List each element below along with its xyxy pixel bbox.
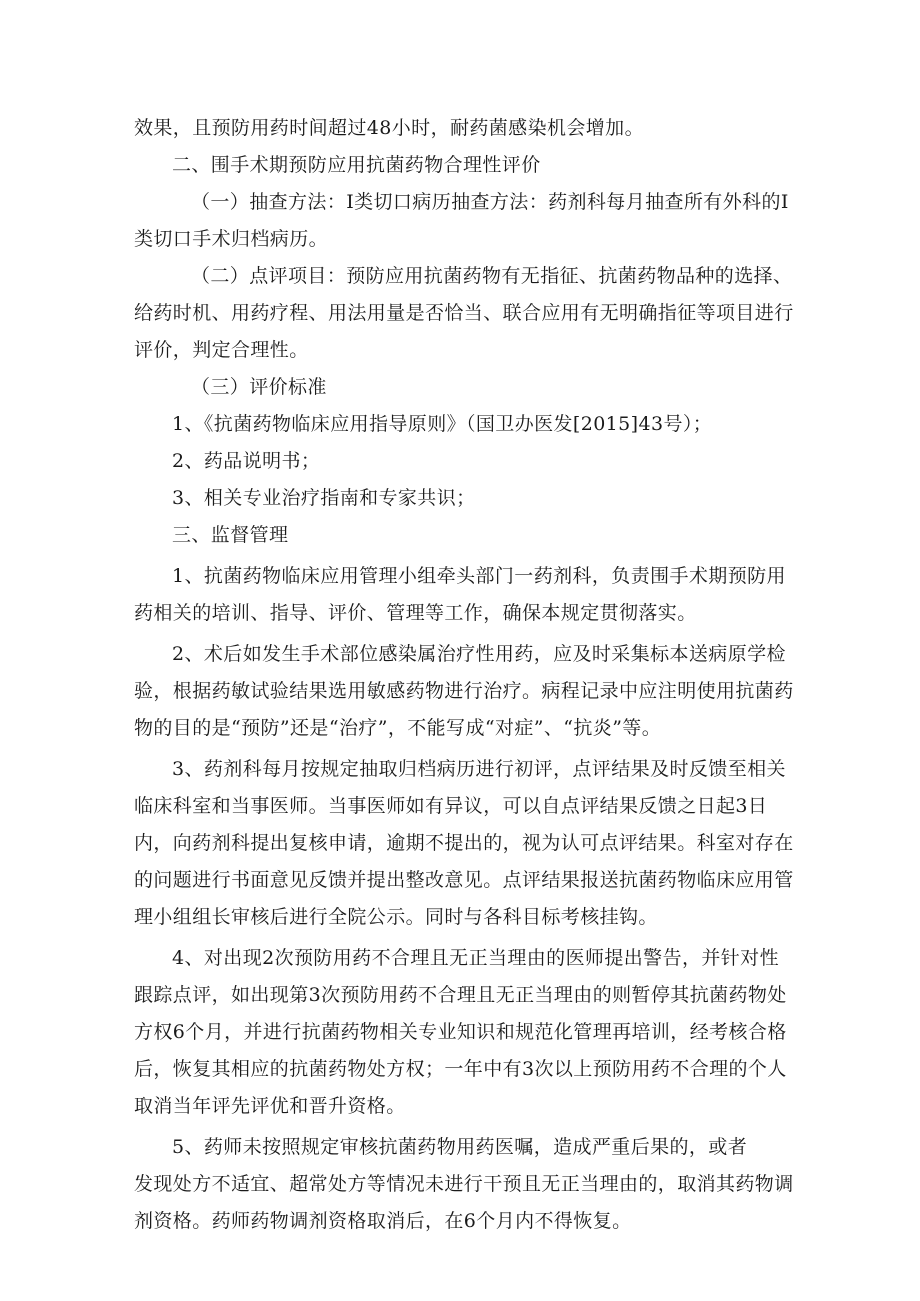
subsection-3-criteria-heading: （三）评价标准 [191, 376, 327, 398]
criteria-item-3: 3、相关专业治疗指南和专家共识； [172, 487, 476, 509]
supervision-item-4: 4、对出现2次预防用药不合理且无正当理由的医师提出警告，并针对性跟踪点评，如出现第3次预防用药不合理且无正当理由的则暂停其抗菌药物处方权6个月，并进行抗菌药物相关专业知识和规范化管理再培训，经考核合格后，恢复其相应的抗菌药物处方权；一年中有3次以上预防用药不合理的个人取消当年评先评优和晋升资格。 [134, 947, 787, 1117]
supervision-item-3: 3、药剂科每月按规定抽取归档病历进行初评，点评结果及时反馈至相关临床科室和当事医师。当事医师如有异议，可以自点评结果反馈之日起3日内，向药剂科提出复核申请，逾期不提出的，视为认可点评结果。科室对存在的问题进行书面意见反馈并提出整改意见。点评结果报送抗菌药物临床应用管理小组组长审核后进行全院公示。同时与各科目标考核挂钩。 [134, 758, 794, 928]
section-heading-2: 二、围手术期预防应用抗菌药物合理性评价 [172, 154, 541, 176]
document-body [134, 110, 794, 1240]
section-heading-3: 三、监督管理 [172, 524, 289, 546]
subsection-2-review-items: （二）点评项目：预防应用抗菌药物有无指征、抗菌药物品种的选择、给药时机、用药疗程、用法用量是否恰当、联合应用有无明确指征等项目进行评价，判定合理性。 [134, 265, 794, 361]
supervision-item-2: 2、术后如发生手术部位感染属治疗性用药，应及时采集标本送病原学检验，根据药敏试验结果选用敏感药物进行治疗。病程记录中应注明使用抗菌药物的目的是“预防”还是“治疗”，不能写成“对症”、“抗炎”等。 [134, 643, 794, 739]
criteria-item-1: 1、《抗菌药物临床应用指导原则》（国卫办医发[2015]43号）； [172, 413, 713, 435]
criteria-item-2: 2、药品说明书； [172, 450, 321, 472]
supervision-item-5: 5、药师未按照规定审核抗菌药物用药医嘱，造成严重后果的，或者 [172, 1136, 748, 1158]
supervision-item-5-continuation: 发现处方不适宜、超常处方等情况未进行干预且无正当理由的，取消其药物调剂资格。药师药物调剂资格取消后，在6个月内不得恢复。 [134, 1173, 794, 1232]
subsection-1-check-method: （一）抽查方法：Ⅰ类切口病历抽查方法：药剂科每月抽查所有外科的Ⅰ类切口手术归档病历。 [134, 191, 789, 250]
supervision-item-1: 1、抗菌药物临床应用管理小组牵头部门一药剂科，负责围手术期预防用药相关的培训、指导、评价、管理等工作，确保本规定贯彻落实。 [134, 565, 786, 624]
paragraph-continuation: 效果，且预防用药时间超过48小时，耐药菌感染机会增加。 [134, 117, 644, 139]
